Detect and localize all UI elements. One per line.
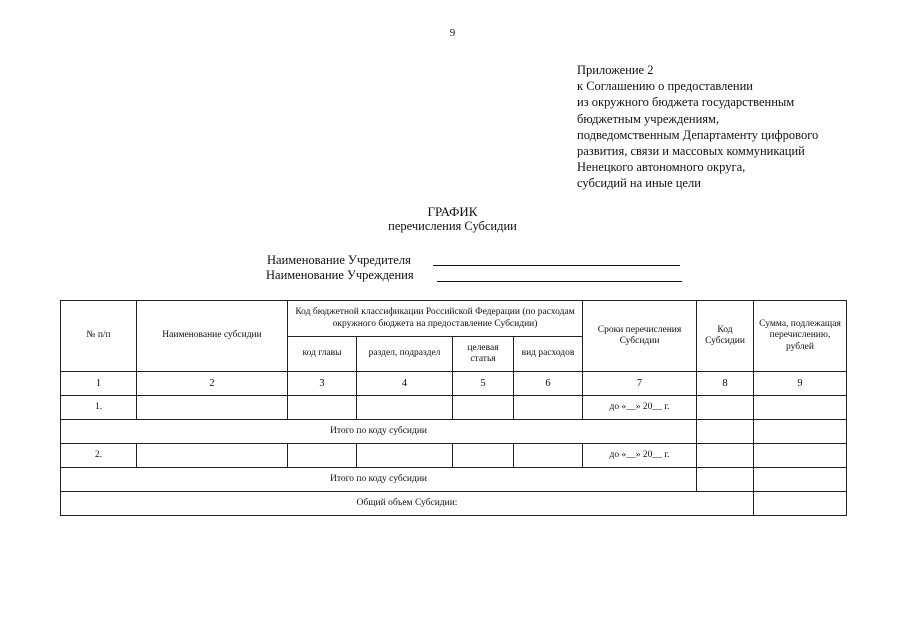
column-number: 2 (137, 372, 288, 396)
column-number: 8 (697, 372, 754, 396)
grand-total-label: Общий объем Субсидии: (61, 492, 754, 516)
column-number: 5 (453, 372, 514, 396)
column-number: 7 (583, 372, 697, 396)
header-target-item: целевая статья (453, 337, 514, 372)
header-subsidy-code: Код Субсидии (697, 301, 754, 372)
column-number: 4 (357, 372, 453, 396)
header-section: раздел, подраздел (357, 337, 453, 372)
document-title: ГРАФИК (427, 204, 478, 219)
schedule-table (60, 300, 847, 516)
cell-target-item[interactable] (453, 396, 514, 420)
appendix-block (577, 62, 818, 192)
table-row (61, 444, 847, 468)
subtotal-row (61, 468, 847, 492)
column-number: 3 (288, 372, 357, 396)
appendix-line: бюджетным учреждениям, (577, 111, 720, 126)
appendix-line: развития, связи и массовых коммуникаций (577, 144, 805, 159)
subtotal-row (61, 420, 847, 444)
cell-amount[interactable] (754, 444, 847, 468)
founder-input-line[interactable] (433, 265, 680, 266)
table-row (61, 396, 847, 420)
page-number: 9 (449, 27, 456, 39)
row-num: 2. (61, 444, 137, 468)
document-subtitle: перечисления Субсидии (388, 219, 517, 233)
appendix-line: Ненецкого автономного округа, (577, 160, 746, 175)
cell-head-code[interactable] (288, 396, 357, 420)
header-head-code: код главы (288, 337, 357, 372)
column-number: 6 (514, 372, 583, 396)
cell-subtotal-amount[interactable] (754, 468, 847, 492)
header-subsidy-name: Наименование субсидии (137, 301, 288, 372)
header-amount: Сумма, подлежащая перечислению, рублей (754, 301, 847, 372)
appendix-line: к Соглашению о предоставлении (577, 79, 754, 94)
institution-input-line[interactable] (437, 281, 682, 282)
appendix-line: субсидий на иные цели (577, 176, 701, 191)
cell-expense-type[interactable] (514, 396, 583, 420)
cell-target-item[interactable] (453, 444, 514, 468)
cell-subtotal-code[interactable] (697, 420, 754, 444)
header-num: № п/п (61, 301, 137, 372)
appendix-line: из окружного бюджета государственным (577, 95, 795, 110)
cell-due-date[interactable]: до «__» 20__ г. (583, 444, 697, 468)
cell-grand-total-amount[interactable] (754, 492, 847, 516)
cell-subtotal-code[interactable] (697, 468, 754, 492)
column-number: 1 (61, 372, 137, 396)
header-expense-type: вид расходов (514, 337, 583, 372)
subtotal-label: Итого по коду субсидии (61, 420, 697, 444)
cell-subsidy-name[interactable] (137, 444, 288, 468)
appendix-line: Приложение 2 (577, 63, 654, 77)
cell-subsidy-code[interactable] (697, 396, 754, 420)
cell-subsidy-name[interactable] (137, 396, 288, 420)
row-num: 1. (61, 396, 137, 420)
column-number: 9 (754, 372, 847, 396)
grand-total-row (61, 492, 847, 516)
header-row (61, 301, 847, 337)
cell-subtotal-amount[interactable] (754, 420, 847, 444)
cell-head-code[interactable] (288, 444, 357, 468)
cell-due-date[interactable]: до «__» 20__ г. (583, 396, 697, 420)
column-number-row (61, 372, 847, 396)
cell-expense-type[interactable] (514, 444, 583, 468)
header-transfer-terms: Сроки перечисления Субсидии (583, 301, 697, 372)
subtotal-label: Итого по коду субсидии (61, 468, 697, 492)
cell-section[interactable] (357, 444, 453, 468)
appendix-line: подведомственным Департаменту цифрового (577, 127, 819, 142)
cell-amount[interactable] (754, 396, 847, 420)
founder-label: Наименование Учредителя (267, 253, 411, 267)
header-kbk-group: Код бюджетной классификации Российской Федерации (по расходам окружного бюджета на предоставление Субсидии) (288, 301, 583, 337)
cell-subsidy-code[interactable] (697, 444, 754, 468)
cell-section[interactable] (357, 396, 453, 420)
institution-label: Наименование Учреждения (266, 268, 414, 282)
